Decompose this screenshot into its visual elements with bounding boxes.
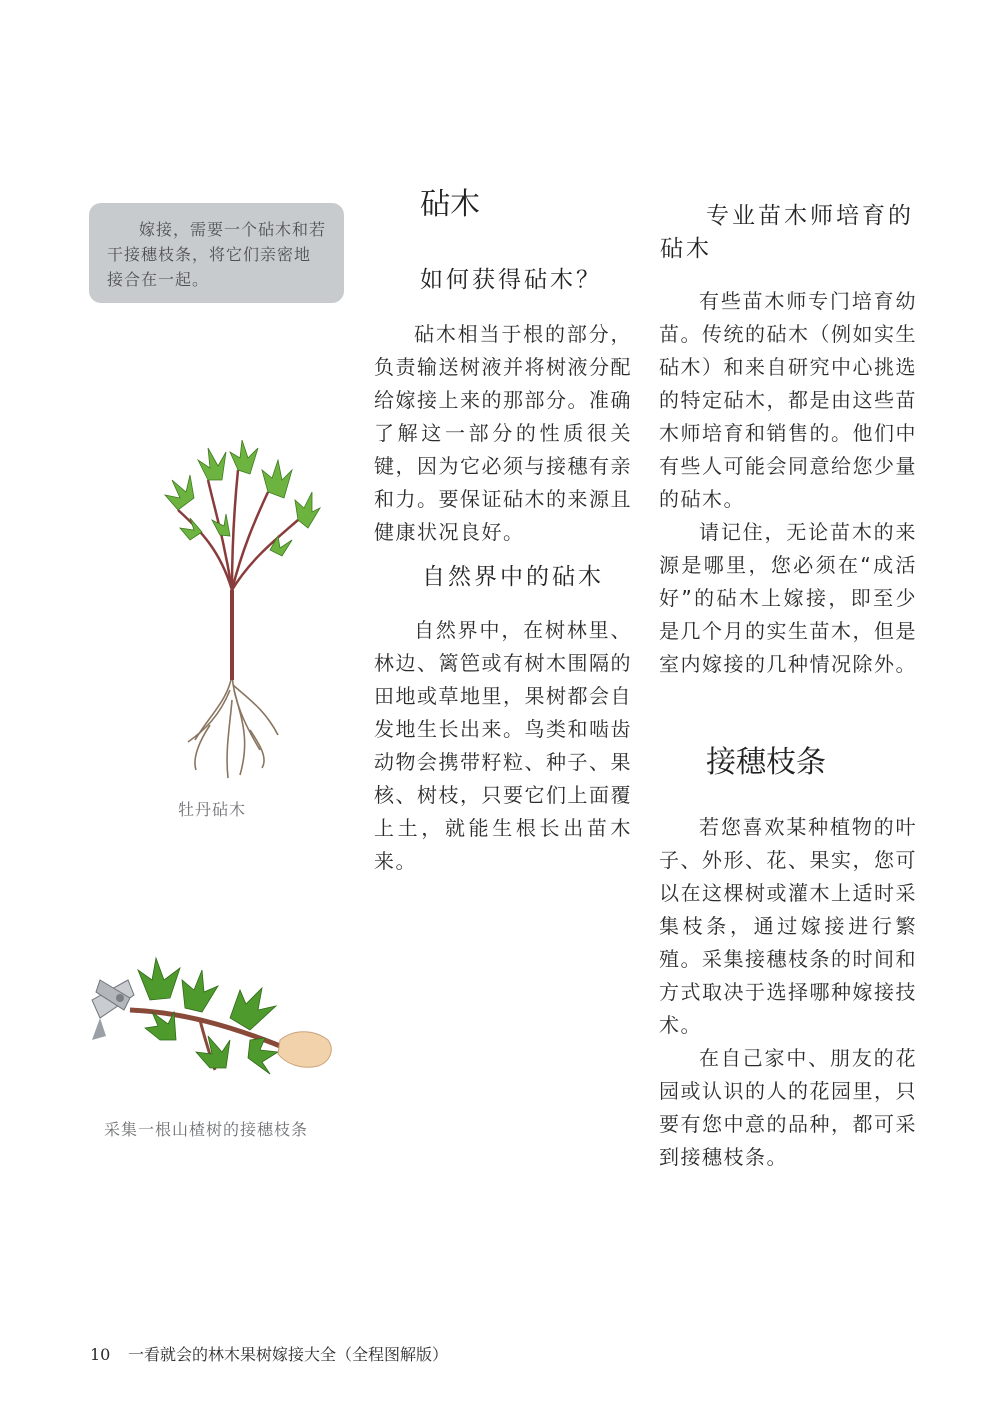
- scion-paragraph-2: 在自己家中、朋友的花园或认识的人的花园里，只要有您中意的品种，都可采到接穗枝条。: [659, 1046, 917, 1169]
- nursery-paragraph-2: 请记住，无论苗木的来源是哪里，您必须在“成活好”的砧木上嫁接，即至少是几个月的实生苗木，但是室内嫁接的几种情况除外。: [659, 520, 917, 676]
- natural-rootstock-heading: 自然界中的砧木: [422, 564, 604, 590]
- how-to-get-rootstock-heading: 如何获得砧木？: [420, 267, 602, 293]
- scion-body: [659, 811, 917, 1174]
- natural-rootstock-paragraph: [374, 614, 632, 878]
- nursery-rootstock-body: [659, 285, 917, 681]
- nursery-rootstock-heading: 专业苗木师培育的砧木: [660, 203, 914, 262]
- nursery-paragraph-1: 有些苗木师专门培育幼苗。传统的砧木（例如实生砧木）和来自研究中心挑选的特定砧木，都是由这些苗木师培育和销售的。他们中有些人可能会同意给您少量的砧木。: [659, 289, 917, 511]
- hawthorn-caption: 采集一根山楂树的接穗枝条: [104, 1120, 309, 1139]
- page-footer: [90, 1342, 448, 1365]
- book-title: 一看就会的林木果树嫁接大全（全程图解版）: [128, 1345, 449, 1364]
- peony-rootstock-illustration: [150, 440, 320, 785]
- scion-paragraph-1: 若您喜欢某种植物的叶子、外形、花、果实，您可以在这棵树或灌木上适时采集枝条，通过嫁接进行繁殖。采集接穗枝条的时间和方式取决于选择哪种嫁接技术。: [659, 815, 917, 1037]
- rootstock-title: 砧木: [420, 187, 480, 222]
- note-box: [89, 203, 344, 303]
- rootstock-paragraph-text: 砧木相当于根的部分，负责输送树液并将树液分配给嫁接上来的那部分。准确了解这一部分的性质很关键，因为它必须与接穗有亲和力。要保证砧木的来源且健康状况良好。: [374, 322, 632, 544]
- scion-title: 接穗枝条: [706, 745, 826, 780]
- natural-rootstock-paragraph-text: 自然界中，在树林里、林边、篱笆或有树木围隔的田地或草地里，果树都会自发地生长出来。鸟类和啮齿动物会携带籽粒、种子、果核、树枝，只要它们上面覆上土，就能生根长出苗木来。: [374, 618, 632, 873]
- page-number: 10: [90, 1345, 111, 1364]
- note-text: 嫁接，需要一个砧木和若干接穗枝条，将它们亲密地接合在一起。: [107, 220, 327, 289]
- hawthorn-scion-illustration: [90, 940, 340, 1090]
- peony-caption: 牡丹砧木: [178, 800, 247, 819]
- rootstock-paragraph: [374, 318, 632, 549]
